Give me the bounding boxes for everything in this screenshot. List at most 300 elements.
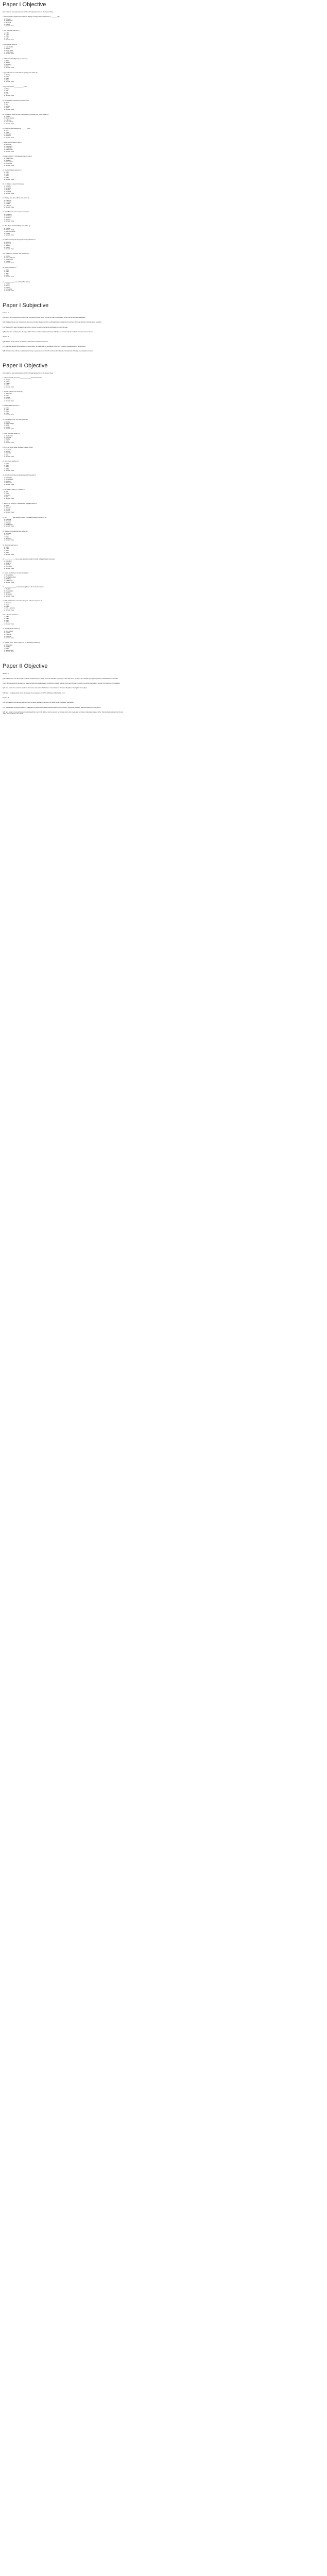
answer-option: e. None of these <box>4 581 14 583</box>
answer-option: b. Elizabethan <box>4 20 13 22</box>
answer-option: d. Elizabethan <box>4 524 13 526</box>
answer-option: c. Fielding <box>4 397 10 399</box>
answer-option: c. E. Bronte <box>4 119 11 121</box>
question-text: xiv. ______________ has a super abundant wealth of words and superfluous ornaments <box>3 558 55 560</box>
answer-option: e. None of these <box>4 67 14 69</box>
question-text: iv. Childe Harold's Pilgrimage is written by: <box>3 58 28 60</box>
answer-option: c. Victorian <box>4 522 11 524</box>
question <box>3 156 324 166</box>
answer-option: a. Italian <box>4 504 9 506</box>
question <box>3 489 324 500</box>
question-text: xvi. The Mayor of Caster Bridge was written by: <box>3 225 31 227</box>
answer-option: b. Shelley <box>4 62 10 64</box>
answer-option: c. Keats <box>4 648 9 650</box>
answer-option: e. None of these <box>4 290 14 292</box>
answer-option: d. Materialism <box>4 482 13 484</box>
answer-option: c. Lyricism <box>4 592 11 594</box>
question-text: xiii. C. Dickens is known for being a: <box>3 183 24 185</box>
answer-option: c. Hazlitt <box>4 425 9 427</box>
subjective-question: Q.7. Coleridge stresses the supernatural themes which he invests with the semblance of the truth. Comment considering some of his poems. <box>3 346 86 347</box>
answer-option: a. Classical <box>4 519 11 520</box>
question-text: Q.1. Select the best option/answer and fill in the appropriate box on the Answer Sheet. <box>3 11 54 13</box>
question-text: xv. Emile Bronte's verse reveals a conscious <box>3 211 29 213</box>
question <box>3 628 324 639</box>
answer-option: d. 1870 <box>4 621 9 623</box>
subjective-question: Q.6. Dickens' novels are full of contrasting characters and situations. Discuss. <box>3 341 49 343</box>
answer-option: e. None of these <box>4 25 14 27</box>
question <box>3 503 324 514</box>
question-text: xx. Ophelia, Julia , Viola, Imogen are the characters created by <box>3 642 40 644</box>
question <box>3 86 324 97</box>
question <box>3 545 324 555</box>
answer-option: d. D. H. Lawrence <box>4 607 15 609</box>
answer-option: b. Byron <box>4 76 9 78</box>
answer-option: e. None of these <box>4 234 14 236</box>
answer-option: a. Utilitarianism <box>4 158 13 160</box>
subjective-question: Q.5. Give a complete picture of the Hemingway hero, keeping in mind 'The Old Man and the Sea' in mind. <box>3 692 65 694</box>
answer-option: e. None of these <box>4 567 14 569</box>
answer-option: d. Jane Austen <box>4 121 13 123</box>
answer-option: e. None of these <box>4 178 14 180</box>
answer-option: b. Novelist <box>4 451 11 453</box>
answer-option: d. E. Bronte <box>4 635 11 637</box>
question-text: xi. The ________ age tended to favour the taste and search for truth in art. <box>3 516 47 518</box>
answer-option: e. None of these <box>4 123 14 125</box>
answer-option: d. Trollope <box>4 260 11 262</box>
question-text: xi. As a novelist J. S. Mill develops the doctrine of: <box>3 155 32 157</box>
answer-option: d. 1586 <box>4 412 9 414</box>
answer-option: b. Symbolism <box>4 145 12 147</box>
section-subheading: Section - II <box>3 336 9 338</box>
answer-option: a. G. Eliot <box>4 116 10 118</box>
answer-option: c. Auden <box>4 606 10 608</box>
answer-option: d. Spirit <box>4 107 9 109</box>
subjective-question: Q.5. Keats' art is full of passion; the object of the desire is not the "intellectual beauty" of Shelley but is caused by the enchantment of the senses. Discuss. <box>3 331 94 333</box>
subjective-question: Q.8. Victorian prose reflects an intellectual curiosity, a systematic quest of truth and desire for rationality characteristic of the age. Give detailed comments. <box>3 350 94 352</box>
answer-option: c. Idealist <box>4 189 10 191</box>
answer-option: c. Sculptor <box>4 245 11 247</box>
question-text: x. Keats is prominently a man of <box>3 141 22 143</box>
answer-option: d. Aestheticism <box>4 149 13 151</box>
question <box>3 461 324 471</box>
answer-option: e. None of these <box>4 39 14 41</box>
answer-option: d. Classic <box>4 23 10 25</box>
answer-option: b. Yeats <box>4 604 9 606</box>
question <box>3 253 324 264</box>
answer-option: c. Romanticism <box>4 161 13 163</box>
question <box>3 128 324 139</box>
answer-option: c. Senses <box>4 105 10 107</box>
answer-option: a. 1819 <box>4 269 9 271</box>
answer-option: b. Fielding <box>4 646 10 648</box>
answer-option: e. None of these <box>4 192 14 194</box>
answer-option: c. 1809 <box>4 550 9 552</box>
section-title: Paper II Objective <box>3 362 48 369</box>
answer-option: b. Tragic <box>4 131 9 133</box>
answer-option: a. Blake <box>4 60 9 62</box>
question <box>3 44 324 55</box>
question-text: xii. Maud and Locksleyhall were written by: <box>3 530 28 532</box>
question-text: vii. W. B. Yeats was born in: <box>3 461 19 463</box>
answer-option: c. Ode <box>4 91 8 93</box>
question-text: xii. Charles Dickens was born in: <box>3 170 22 172</box>
answer-option: c. Shelley <box>4 438 10 440</box>
answer-option: a. Victorian <box>4 18 11 20</box>
answer-option: d. Satire <box>4 384 9 386</box>
answer-option: b. Defoe <box>4 395 9 397</box>
answer-option: d. G. Eliot <box>4 232 10 234</box>
answer-option: a. Elegy <box>4 88 9 90</box>
answer-option: b. Romantic <box>4 520 11 522</box>
answer-option: c. Pamela <box>4 286 10 289</box>
answer-option: c. Charles Dickens <box>4 231 15 233</box>
answer-option: a. 1887 <box>4 616 9 618</box>
answer-option: d. Epic <box>4 496 8 498</box>
answer-option: a. Socialist <box>4 185 11 188</box>
answer-option: e. None of these <box>4 262 14 264</box>
section-subheading: Section - I <box>3 673 9 675</box>
question-text: ii. Joseph Andrews was written by: <box>3 391 23 393</box>
answer-option: d. Pope <box>4 79 9 81</box>
answer-option: a. Wordsworth <box>4 435 13 437</box>
answer-option: a. 1805 <box>4 547 9 549</box>
question-text: iii. Wordsworth settled in <box>3 44 18 46</box>
question-text: xvii. Thomas Hardy was brought up to the profession of: <box>3 239 36 241</box>
question-text: ii. S.T. Coleridge was born in: <box>3 30 20 32</box>
answer-option: e. None of these <box>4 95 14 97</box>
answer-option: c. Oscar Wilde <box>4 259 13 261</box>
answer-option: a. Journalist <box>4 449 11 451</box>
subjective-question: Q.3. Shelley's life was one of passionate devotion to intellect, his poems show a philosophical and social fervor working in the same direction. Illustrate giving examples. <box>3 321 102 324</box>
answer-option: b. Coleridge <box>4 436 11 438</box>
answer-option: e. None of these <box>4 609 14 611</box>
answer-option: a. Emotions <box>4 144 11 146</box>
answer-option: e. None of these <box>4 623 14 625</box>
question-text: xv. Keats' aestheticism was later turned into: <box>3 572 29 574</box>
answer-option: b. Pre-Raphaelitism <box>4 576 16 578</box>
subjective-question: Q.4. Wordsworth's poetry is based on an effort to convey by poetry what he the theorization of art and life was. <box>3 326 68 328</box>
answer-option: b. Thomas Hardy <box>4 229 14 231</box>
answer-option: d. Keats <box>4 440 9 442</box>
question-text: xiii. Tennyson was born in: <box>3 544 19 546</box>
answer-option: e. None of these <box>4 595 14 597</box>
question <box>3 391 324 402</box>
question <box>3 211 324 222</box>
answer-option: c. 1867 <box>4 273 9 275</box>
answer-option: a. Architect <box>4 241 11 243</box>
answer-option: d. Humanism <box>4 594 12 596</box>
answer-option: a. Ode <box>4 490 8 493</box>
answer-option: e. None of these <box>4 220 14 222</box>
answer-option: c. C. Bronte <box>4 634 11 636</box>
answer-option: d. 1819 <box>4 552 9 554</box>
answer-option: a. Richardson <box>4 393 13 395</box>
question <box>3 183 324 194</box>
answer-option: b. Idealism <box>4 159 11 161</box>
answer-option: d. Poet <box>4 454 9 456</box>
question <box>3 281 324 292</box>
question-text: iv. "The Wheel of Fire" is a book written by: <box>3 419 28 421</box>
subjective-question: Q.7. Yeats work is thoroughly steeped in imaginative mysticism which is the essential nature of the symbolism. Discuss in detail with examples quoted from his poems. <box>3 706 101 708</box>
answer-option: c. Dorset Shire <box>4 49 13 52</box>
question-text: Q.1. Select the best option/answer and fill in the appropriate box on the Answer Sheet. <box>3 372 54 374</box>
question <box>3 197 324 208</box>
question <box>3 372 324 374</box>
answer-option: e. None of these <box>4 651 14 653</box>
answer-option: e. None of these <box>4 414 14 416</box>
question-text: xix. Ruskin was born in: <box>3 267 17 269</box>
answer-option: d. Byron <box>4 65 9 67</box>
question-text: vi. Dr. G. W. Shaw began the literary career first as: <box>3 447 33 449</box>
answer-option: c. G. Eliot <box>4 203 10 205</box>
answer-option: a. Romanticism <box>4 574 13 577</box>
answer-option: b. Humorist <box>4 187 11 189</box>
question <box>3 72 324 83</box>
question-text: xix. Jane Eyre was written by: <box>3 628 21 630</box>
answer-option: d. 1899 <box>4 468 9 470</box>
answer-option: c. 1878 <box>4 466 9 468</box>
question-text: viii. Northanger Abbey, Emma and Sense and Sensibility are novels written by: <box>3 113 49 115</box>
answer-option: b. Pantheism <box>4 215 12 217</box>
answer-option: e. None of these <box>4 470 14 472</box>
answer-option: d. Realism <box>4 218 11 221</box>
question <box>3 474 324 485</box>
answer-option: b. Bronte Sisters <box>4 117 14 120</box>
answer-option: e. None of these <box>4 526 14 528</box>
answer-option: a. 1570 <box>4 407 9 409</box>
answer-option: b. 1788 <box>4 173 9 175</box>
question-text: ix. The Waste Land by T. S. Eliot is an <box>3 488 25 490</box>
answer-option: e. None of these <box>4 150 14 152</box>
section-title: Paper II Objective <box>3 663 48 670</box>
answer-option: a. Mind <box>4 102 9 104</box>
question <box>3 267 324 278</box>
answer-option: e. None of these <box>4 637 14 639</box>
answer-option: e. None of these <box>4 498 14 500</box>
answer-option: d. 1787 <box>4 37 9 39</box>
question-text: xvi. _______________ is the animating force in the work of C. Bronte: <box>3 586 44 588</box>
answer-option: b. 1567 <box>4 409 9 411</box>
answer-option: a. Richardson <box>4 644 13 646</box>
answer-option: c. 1880 <box>4 620 9 622</box>
answer-option: d. Imagination <box>4 580 13 582</box>
answer-option: b. C. Austen <box>4 201 12 203</box>
answer-option: b. Keats <box>4 534 9 536</box>
answer-option: e. None of these <box>4 81 14 83</box>
section-subheading: Section - II <box>3 697 9 699</box>
answer-option: d. Persuasion <box>4 288 12 290</box>
answer-option: e. None of these <box>4 428 14 430</box>
answer-option: a. Hyperbole <box>4 561 12 563</box>
question <box>3 30 324 41</box>
answer-option: b. Wilson Knight <box>4 422 14 425</box>
question-text: viii. Jane Austen's Work is handicapped with the spirit of <box>3 474 36 477</box>
answer-option: d. 1823 <box>4 177 9 179</box>
question-text: v. Queen Mab is one of the first two great poems written by: <box>3 72 38 74</box>
answer-option: c. Allegory <box>4 494 10 496</box>
question <box>3 531 324 541</box>
answer-option: a. Lake District <box>4 46 13 48</box>
answer-option: c. Imagery <box>4 383 11 385</box>
question-text: i. Intense emotion coupled with an intense display of imagery are characteristic of ________ age. <box>3 16 60 18</box>
answer-option: c. Idealism <box>4 480 11 482</box>
question-text: x. Waiting for Godot by S. Beckett was originally written in: <box>3 502 37 504</box>
answer-option: b. Epic <box>4 90 8 92</box>
answer-option: a. W. Lewis <box>4 602 11 604</box>
answer-option: b. G. Eliot <box>4 632 10 634</box>
question <box>3 225 324 236</box>
answer-option: d. London Land <box>4 51 14 53</box>
answer-option: a. 1796 <box>4 32 9 34</box>
answer-option: e. None of these <box>4 456 14 458</box>
answer-option: d. C. Bronte <box>4 205 11 207</box>
question <box>3 170 324 180</box>
question <box>3 447 324 457</box>
answer-option: b. Engineer <box>4 243 11 245</box>
question <box>3 114 324 125</box>
answer-option: a. Bradley <box>4 421 10 423</box>
answer-option: a. E. Bronte <box>4 199 11 201</box>
answer-option: c. Imagination <box>4 147 13 149</box>
subjective-question: Q.2. Shakespeare drew the images of nature not laboriously but luckily, when he describes anything you more than see it, you feel it too. Illustrate, giving examples from characterisation in Hamlet. <box>3 677 118 680</box>
answer-option: d. 1835 <box>4 274 9 276</box>
answer-option: d. Shakespeare <box>4 649 14 651</box>
question <box>3 419 324 430</box>
answer-option: d. Oxymoron <box>4 566 12 568</box>
answer-option: b. Spanish <box>4 506 11 509</box>
answer-option: e. None of these <box>4 109 14 111</box>
answer-option: b. Metaphor <box>4 562 11 564</box>
answer-option: c. Allegory <box>4 564 10 566</box>
answer-option: d. Browning <box>4 538 11 540</box>
question <box>3 433 324 444</box>
question <box>3 517 324 528</box>
question-text: ix. Shelley is remembered as a ________ poet <box>3 127 30 129</box>
answer-option: b. Elegy <box>4 493 9 495</box>
answer-option: b. 1865 <box>4 465 9 467</box>
subjective-question: Q.2. During the Victorian Era, art forms part of a coherent social whole. The call for order and discipline comes from all directions. Elaborate. <box>3 316 85 318</box>
answer-option: b. Hubris <box>4 381 10 383</box>
question <box>3 377 324 388</box>
answer-option: d. Smollett <box>4 398 11 400</box>
answer-option: e. None of these <box>4 248 14 250</box>
answer-option: c. Keats <box>4 77 9 79</box>
question <box>3 558 324 569</box>
question-text: xviii. The Picture of Dorian Gray is written by: <box>3 253 29 255</box>
answer-option: c. Dramatic <box>4 133 11 135</box>
answer-option: e. None of these <box>4 539 14 541</box>
question <box>3 11 324 13</box>
question <box>3 600 324 611</box>
answer-option: e. None of these <box>4 553 14 555</box>
answer-option: a. Tennyson <box>4 533 11 535</box>
answer-option: a. Jane Austen <box>4 630 13 632</box>
answer-option: a. 1914 <box>4 463 9 465</box>
answer-option: d. French <box>4 510 10 512</box>
answer-option: b. Sussex <box>4 48 10 50</box>
answer-option: b. G. H. Lawrence <box>4 257 15 259</box>
answer-option: b. 1888 <box>4 618 9 620</box>
answer-option: b. Romanticism <box>4 479 13 481</box>
answer-option: d. Romantic <box>4 191 11 193</box>
subjective-question: Q.6. Compare and contrast the features of love of nature reflected in the poems by Robert Frost and William Wordsworth. <box>3 702 75 704</box>
answer-option: a. Shelley <box>4 74 10 76</box>
answer-option: a. Gissing <box>4 255 10 257</box>
question-text: v. Kubla Khan was written by: <box>3 433 20 435</box>
question <box>3 100 324 111</box>
question <box>3 58 324 69</box>
section-title: Paper I Subjective <box>3 302 49 309</box>
answer-option: e. None of these <box>4 484 14 486</box>
answer-option: e. None of these <box>4 164 14 166</box>
answer-option: e. None of these <box>4 400 14 402</box>
answer-option: b. Romanticism <box>4 590 13 592</box>
question-text: xx. _____________ is a novel by Miss Burney <box>3 281 30 283</box>
answer-option: d. Lyric <box>4 93 9 95</box>
question <box>3 586 324 597</box>
question <box>3 614 324 625</box>
answer-option: c. Browning <box>4 63 11 65</box>
answer-option: e. None of these <box>4 53 14 55</box>
subjective-question: Q.8. Jane Austen's clear-sighted eyes read through the inner minds of those who live around her to those whom she travels, just as if those minds were revealed to her. Discuss Austen's insight into human nature with reference to her novels. <box>3 711 124 715</box>
answer-option: a. Trollope <box>4 227 11 229</box>
answer-option: c. Pope <box>4 536 9 538</box>
answer-option: a. Lyric <box>4 130 9 132</box>
answer-option: a. Allegory <box>4 379 11 381</box>
question <box>3 142 324 152</box>
answer-option: c. 1564 <box>4 411 9 413</box>
question-text: vi. Hyperion is a/an ____________ poem <box>3 86 27 88</box>
question-text: xvii. The Virtile Beams at Coole is first great collection of poems of <box>3 600 42 602</box>
question <box>3 405 324 416</box>
question-text: xiv. Shirley, Jane Eyre, Villete were written by: <box>3 197 30 199</box>
answer-option: c. German <box>4 508 11 510</box>
question <box>3 572 324 583</box>
answer-option: c. Romantic <box>4 22 11 24</box>
answer-option: a. 1820 <box>4 172 9 174</box>
answer-option: b. Emma <box>4 285 10 287</box>
answer-option: d. Puritanism <box>4 163 12 165</box>
answer-option: a. Classicism <box>4 477 12 479</box>
answer-option: c. Idealism <box>4 578 11 580</box>
subjective-question: Q.3. E. Bronte stands off and way how bears the half-nocturnal illusions of complexity and souls. Discuss. Annie and the Main, in which Anne shows that Millbury Hannah is an insertion of the sublime. <box>3 682 121 684</box>
question-text: iii. Shakespeare was born in: <box>3 405 20 407</box>
answer-option: e. None of these <box>4 512 14 514</box>
section-title: Paper I Objective <box>3 2 46 8</box>
answer-option: c. 1746 <box>4 36 9 38</box>
answer-option: c. Dramatist <box>4 452 11 454</box>
answer-option: a. Idealism <box>4 588 11 590</box>
answer-option: c. Idealism <box>4 217 11 219</box>
question-text: vii. Romanticism expressed a restlessness of <box>3 99 29 101</box>
answer-option: d. Dryden <box>4 426 10 428</box>
question-text: xviii. T. S. Eliot was born in <box>3 614 19 616</box>
answer-option: e. None of these <box>4 386 14 388</box>
answer-option: c. 1812 <box>4 175 9 177</box>
answer-option: b. Soul <box>4 104 9 106</box>
question <box>3 239 324 250</box>
question-text: i. In Greek tragedy irony and _______________ are fused into one <box>3 377 42 379</box>
subjective-question: Q.4. Jane Austen has evolved a synthesis of romance and realism. Elaborate in concentration in Pride and Prejudice in the light of this analysis. <box>3 687 88 689</box>
answer-option: a. Paganism <box>4 213 12 215</box>
question <box>3 16 324 27</box>
answer-option: b. 1883 <box>4 271 9 273</box>
answer-option: b. 1772 <box>4 34 9 36</box>
section-subheading: Section - I <box>3 312 9 314</box>
answer-option: e. None of these <box>4 442 14 444</box>
answer-option: d. Mythical <box>4 135 11 137</box>
answer-option: e. None of these <box>4 137 14 139</box>
